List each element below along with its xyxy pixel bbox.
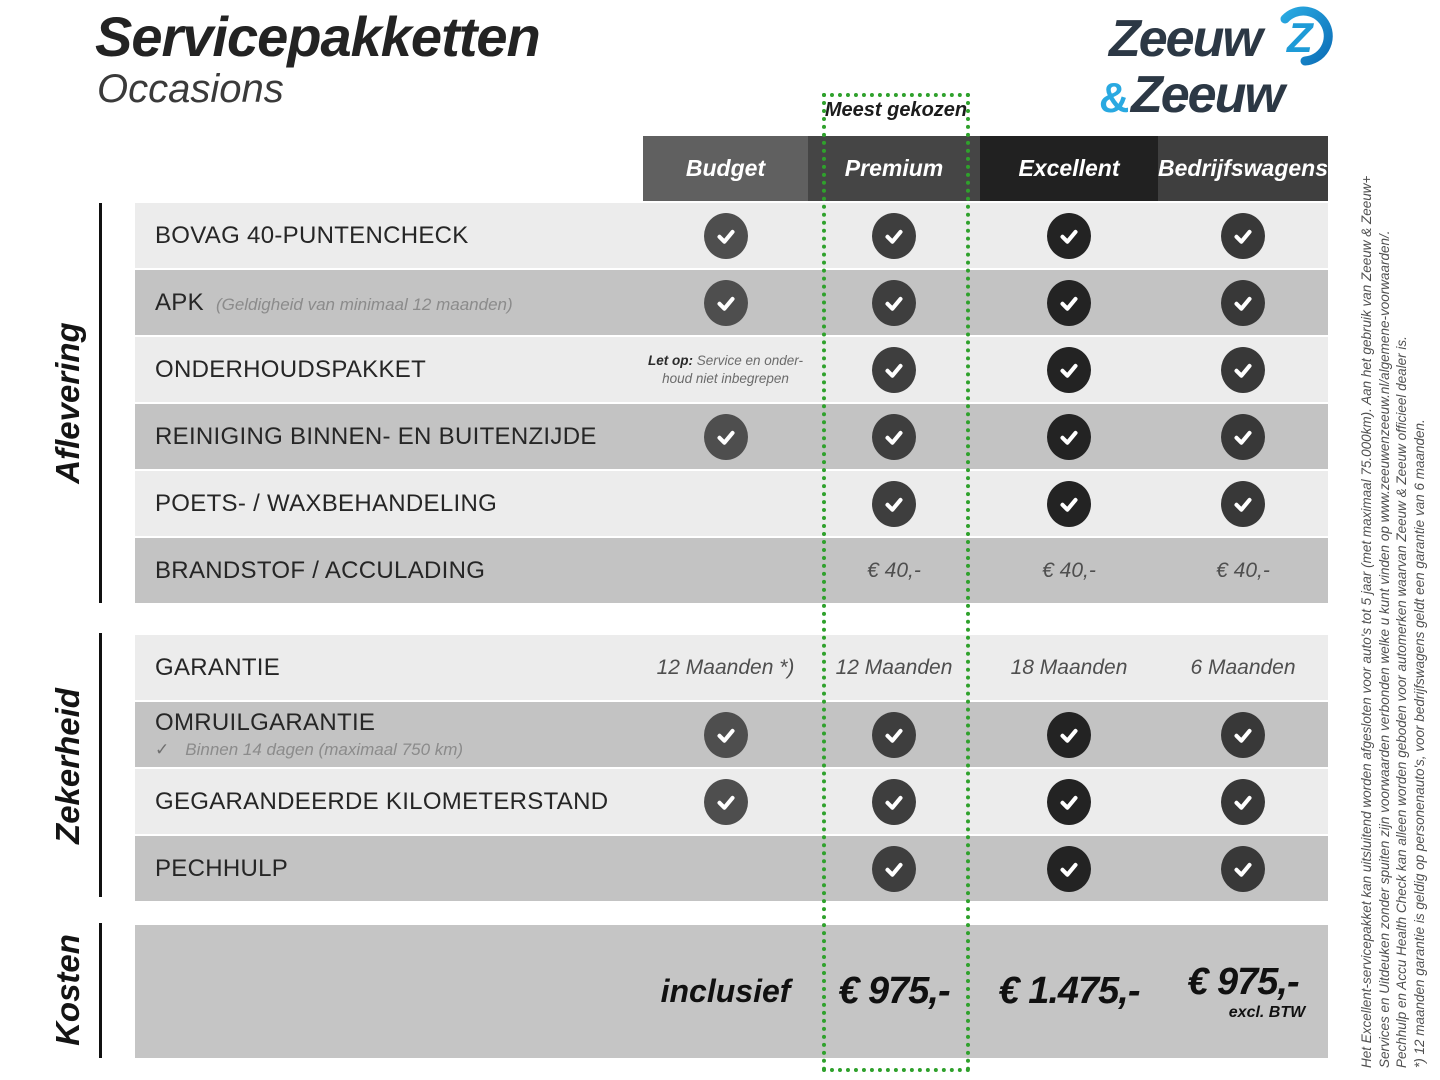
- budget-kosten-cell: [643, 973, 808, 1010]
- column-header-label: Bedrijfswagens: [1158, 155, 1328, 181]
- bedrijfswagens-kosten-cell: [1158, 961, 1328, 1022]
- check-icon: [1221, 414, 1265, 460]
- column-header-premium: [808, 136, 980, 201]
- premium-cell: [808, 559, 980, 583]
- excellent-cell: [980, 559, 1158, 583]
- row-label-cell: [135, 222, 643, 250]
- note-line1: Service en onder-: [692, 352, 804, 368]
- meest-gekozen-badge: Meest gekozen: [824, 99, 968, 121]
- fineprint-disclaimer: [1358, 136, 1428, 1068]
- logo-ampersand: &: [1099, 74, 1130, 121]
- bedrijfswagens-cell: [1158, 779, 1328, 825]
- row-label-cell: [135, 654, 643, 682]
- check-icon: [872, 846, 916, 892]
- bedrijfswagens-cell: [1158, 213, 1328, 259]
- title-block: [95, 5, 540, 111]
- section-line-zekerheid: [99, 633, 102, 897]
- excellent-kosten-cell: [980, 970, 1158, 1013]
- kosten-budget-value: inclusief: [660, 973, 791, 1009]
- premium-cell: [808, 280, 980, 326]
- cell-value: 12 Maanden *): [656, 655, 795, 679]
- section-label-aflevering: Aflevering: [49, 322, 86, 484]
- check-icon: [872, 779, 916, 825]
- check-icon: [1047, 280, 1091, 326]
- kosten-premium-value: € 975,-: [838, 970, 950, 1012]
- excellent-cell: [980, 481, 1158, 527]
- check-icon: [872, 213, 916, 259]
- row-label: OMRUILGARANTIE: [155, 709, 376, 736]
- premium-cell: [808, 213, 980, 259]
- check-icon: [872, 414, 916, 460]
- row-label-cell: [135, 356, 643, 384]
- row-garantie: [135, 635, 1328, 700]
- cell-value: € 40,-: [1042, 558, 1096, 582]
- excellent-cell: [980, 414, 1158, 460]
- page-subtitle: Occasions: [97, 66, 284, 111]
- fineprint-line: Services en Uitdeuken zonder spuiten zijn voorwaarden verbonden welke u kunt vinden op www.zeeuwenzeeuw.nl/algemene-voorwaarden/.: [1376, 230, 1392, 1068]
- check-icon: [704, 414, 748, 460]
- row-gegarandeerde-kilometerstand: [135, 769, 1328, 834]
- excellent-cell: [980, 280, 1158, 326]
- column-header-label: Budget: [685, 155, 766, 181]
- check-icon: [1221, 846, 1265, 892]
- section-line-aflevering: [99, 203, 102, 603]
- check-icon: [1047, 481, 1091, 527]
- row-label: BRANDSTOF / ACCULADING: [155, 556, 486, 584]
- row-label: POETS- / WAXBEHANDELING: [155, 489, 498, 517]
- row-label: ONDERHOUDSPAKKET: [155, 355, 427, 383]
- section-label-zekerheid: Zekerheid: [49, 688, 86, 844]
- row-pechhulp: [135, 836, 1328, 901]
- check-icon: [1221, 280, 1265, 326]
- row-subline: [155, 740, 643, 760]
- row-bovag-40-puntencheck: [135, 203, 1328, 268]
- cell-value: € 40,-: [1216, 558, 1270, 582]
- row-label: BOVAG 40-PUNTENCHECK: [155, 221, 469, 249]
- section-line-kosten: [99, 923, 102, 1058]
- check-icon: [1221, 213, 1265, 259]
- row-label: PECHHULP: [155, 854, 289, 882]
- row-label-cell: [135, 855, 643, 883]
- row-brandstof-acculading: [135, 538, 1328, 603]
- budget-cell: [643, 213, 808, 259]
- row-sublabel: (Geldigheid van minimaal 12 maanden): [215, 294, 513, 314]
- check-icon: [1047, 712, 1091, 758]
- fineprint-line: *) 12 maanden garantie is geldig op personenauto's, voor bedrijfswagens geldt een garantie van 6 maanden.: [1411, 419, 1427, 1068]
- small-check-icon: ✓: [155, 740, 170, 759]
- excellent-cell: [980, 656, 1158, 680]
- row-label-cell: [135, 788, 643, 816]
- bedrijfswagens-cell: [1158, 846, 1328, 892]
- excellent-cell: [980, 712, 1158, 758]
- check-icon: [1047, 213, 1091, 259]
- premium-cell: [808, 347, 980, 393]
- check-icon: [704, 712, 748, 758]
- bedrijfswagens-cell: [1158, 712, 1328, 758]
- excellent-cell: [980, 846, 1158, 892]
- row-onderhoudspakket: [135, 337, 1328, 402]
- excellent-cell: [980, 347, 1158, 393]
- row-reiniging-binnen-en-buitenzijde: [135, 404, 1328, 469]
- row-label-cell: [135, 289, 643, 317]
- page-title: Servicepakketten: [95, 5, 540, 68]
- row-poets-waxbehandeling: [135, 471, 1328, 536]
- section-aflevering-rows: [135, 203, 1328, 603]
- budget-cell: [643, 656, 808, 680]
- column-header-label: Premium: [844, 155, 944, 181]
- bedrijfswagens-cell: [1158, 414, 1328, 460]
- column-header-excellent: [980, 136, 1158, 201]
- svg-text:Z: Z: [1287, 14, 1313, 61]
- fineprint-line: Het Excellent-servicepakket kan uitsluitend worden afgesloten voor auto's tot 5 jaar (met maximaal 75.000km). Aan het gebruik van Zeeuw & Zeeuw+: [1359, 175, 1374, 1068]
- bedrijfswagens-cell: [1158, 656, 1328, 680]
- check-icon: [1047, 779, 1091, 825]
- bedrijfswagens-cell: [1158, 559, 1328, 583]
- budget-cell: [643, 779, 808, 825]
- excellent-cell: [980, 213, 1158, 259]
- cell-note: Let op: Service en onder- houd niet inbegrepen: [647, 352, 804, 386]
- check-icon: [704, 779, 748, 825]
- bedrijfswagens-cell: [1158, 280, 1328, 326]
- budget-cell: [643, 280, 808, 326]
- note-line2: houd niet inbegrepen: [662, 370, 789, 386]
- premium-cell: [808, 712, 980, 758]
- check-icon: [872, 712, 916, 758]
- fineprint-line: Pechhulp en Accu Health Check kan alleen worden geboden voor automerken waarvan Zeeuw & Zeeuw officieel dealer is.: [1394, 336, 1409, 1068]
- row-label: APK: [155, 288, 204, 316]
- column-header-budget: [643, 136, 808, 201]
- logo-word1: Zeeuw: [1109, 10, 1261, 68]
- row-subline-text: Binnen 14 dagen (maximaal 750 km): [185, 740, 464, 759]
- budget-cell: [643, 352, 808, 387]
- cell-value: 18 Maanden: [1010, 655, 1128, 679]
- cell-value: 12 Maanden: [835, 655, 953, 679]
- column-header-bedrijfswagens: [1158, 136, 1328, 201]
- row-label-cell: [135, 709, 643, 760]
- section-label-kosten: Kosten: [49, 934, 86, 1046]
- row-label: REINIGING BINNEN- EN BUITENZIJDE: [155, 422, 597, 450]
- premium-cell: [808, 779, 980, 825]
- cell-value: 6 Maanden: [1190, 655, 1296, 679]
- check-icon: [872, 280, 916, 326]
- logo-word2: Zeeuw: [1131, 66, 1283, 122]
- row-label: GEGARANDEERDE KILOMETERSTAND: [155, 787, 609, 815]
- check-icon: [704, 280, 748, 326]
- bedrijfswagens-cell: [1158, 347, 1328, 393]
- budget-cell: [643, 712, 808, 758]
- premium-cell: [808, 656, 980, 680]
- row-label-cell: [135, 490, 643, 518]
- kosten-bedrijfswagens-value: € 975,-: [1187, 961, 1299, 1003]
- premium-cell: [808, 846, 980, 892]
- logo-z-swoosh-icon: [1285, 11, 1328, 61]
- premium-cell: [808, 481, 980, 527]
- excellent-cell: [980, 779, 1158, 825]
- check-icon: [1221, 347, 1265, 393]
- check-icon: [1221, 481, 1265, 527]
- check-icon: [1047, 414, 1091, 460]
- premium-kosten-cell: [808, 970, 980, 1013]
- section-zekerheid-rows: [135, 635, 1328, 901]
- row-apk: [135, 270, 1328, 335]
- check-icon: [1221, 779, 1265, 825]
- kosten-row: [135, 925, 1328, 1058]
- row-label: GARANTIE: [155, 653, 281, 681]
- cell-value: € 40,-: [867, 558, 921, 582]
- kosten-btw-note: excl. BTW: [1228, 1004, 1306, 1021]
- column-header-label: Excellent: [1018, 155, 1120, 181]
- column-headers: [643, 136, 1328, 201]
- check-icon: [1047, 846, 1091, 892]
- kosten-excellent-value: € 1.475,-: [998, 970, 1140, 1012]
- bedrijfswagens-cell: [1158, 481, 1328, 527]
- premium-cell: [808, 414, 980, 460]
- budget-cell: [643, 414, 808, 460]
- check-icon: [872, 347, 916, 393]
- check-icon: [1047, 347, 1091, 393]
- zeeuw-en-zeeuw-logo: [1093, 4, 1341, 122]
- row-omruilgarantie: [135, 702, 1328, 767]
- check-icon: [704, 213, 748, 259]
- check-icon: [1221, 712, 1265, 758]
- row-label-cell: [135, 423, 643, 451]
- check-icon: [872, 481, 916, 527]
- row-label-cell: [135, 557, 643, 585]
